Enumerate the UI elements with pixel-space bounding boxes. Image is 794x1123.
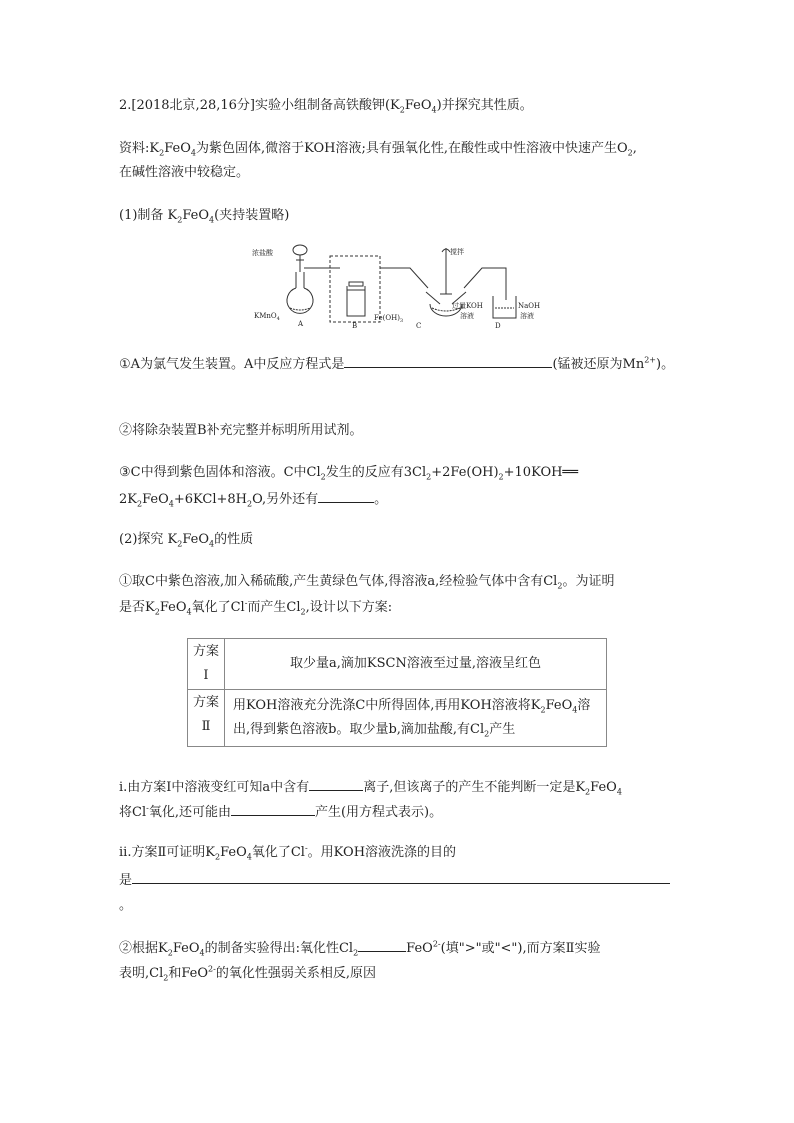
ratio-line1: ②根据$K_2FeO_4$的制备实验得出:氧化性$Cl_2$ FeO$^{2-}$(填">"或"<"),而方案Ⅱ实验 <box>119 939 601 958</box>
label-b: B <box>352 322 358 330</box>
answer-blank-q1[interactable] <box>344 354 552 368</box>
label-d: D <box>495 322 501 330</box>
label-koh-line2: 溶液 <box>460 312 474 320</box>
subq-ii-line3: 。 <box>119 898 133 913</box>
box-b <box>330 256 380 322</box>
answer-blank-ii[interactable] <box>132 870 670 884</box>
experiment-line2: 是否$K_2FeO_4$氧化了Cl-而产生$Cl_2$,设计以下方案: <box>119 598 393 617</box>
info-text-line2: 在碱性溶液中较稳定。 <box>119 165 250 180</box>
answer-blank-compare[interactable] <box>358 938 406 952</box>
table-row <box>188 690 607 747</box>
label-koh-line1: 过量KOH <box>452 302 483 310</box>
plan-name-1: 方案 Ⅰ <box>188 639 225 690</box>
tube-cd <box>464 268 506 300</box>
info-text-line1: 资料$:K_2FeO_4$为紫色固体,微溶于KOH溶液;具有强氧化性,在酸性或中性溶液中快速产生$O_2$, <box>119 141 637 158</box>
label-naoh-line2: 溶液 <box>520 312 534 320</box>
plan-desc-1: 取少量a,滴加KSCN溶液至过量,溶液呈红色 <box>225 639 607 690</box>
plan-table <box>187 638 607 747</box>
label-stir: 搅拌 <box>450 248 464 256</box>
answer-blank-i1[interactable] <box>309 777 363 791</box>
q3-line1: ③C中得到紫色固体和溶液。C中$Cl_2$发生的反应有$3Cl_2+2Fe(OH)_2+10KOH══$ <box>119 465 579 482</box>
answer-blank-i2[interactable] <box>231 802 315 816</box>
flask-a <box>287 272 313 313</box>
part2-title: (2)探究 $K_2FeO_4$的性质 <box>119 532 254 549</box>
q2-line: ②将除杂装置B补充完整并标明所用试剂。 <box>119 423 363 438</box>
subq-i-line2: 将Cl-氧化,还可能由 产生(用方程式表示)。 <box>119 803 443 820</box>
table-row <box>188 639 607 690</box>
plan-name-2: 方案 Ⅱ <box>188 690 225 747</box>
answer-blank-q3[interactable] <box>318 489 374 503</box>
subq-i-line1: i.由方案Ⅰ中溶液变红可知a中含有 离子,但该离子的产生不能判断一定是$K_2FeO_4$ <box>119 777 622 798</box>
question-header: 2.[2018北京,28,16分]实验小组制备高铁酸钾$(K_2FeO_4)$并探究其性质。 <box>119 98 533 115</box>
apparatus-diagram <box>250 242 550 332</box>
subq-ii-line1: ii.方案Ⅱ可证明$K_2FeO_4$氧化了Cl-。用KOH溶液洗涤的目的 <box>119 843 457 862</box>
label-feoh3: $Fe(OH)_3$ <box>374 314 404 324</box>
part1-title: (1)制备 $K_2FeO_4$(夹持装置略) <box>119 208 290 225</box>
plan-desc-2: 用KOH溶液充分洗涤C中所得固体,再用KOH溶液将$K_2FeO_4$溶 出,得到紫色溶液b。取少量b,滴加盐酸,有$Cl_2$产生 <box>225 690 607 747</box>
beaker-d <box>493 296 516 318</box>
experiment-line1: ①取C中紫色溶液,加入稀硫酸,产生黄绿色气体,得溶液a,经检验气体中含有$Cl_2$。为证明 <box>119 574 615 591</box>
tube-bc <box>380 268 428 288</box>
label-c: C <box>416 322 422 330</box>
ratio-line2: 表明$,Cl_2$和FeO$^{2-}$的氧化性强弱关系相反,原因 <box>119 964 376 983</box>
q3-line2: $2K_2FeO_4+6KCl+8H_2O$,另外还有 。 <box>119 489 387 510</box>
label-kmno4: KMnO$_4$ <box>254 312 280 322</box>
q1-line: ①A为氯气发生装置。A中反应方程式是 (锰被还原为$Mn^{2+}$)。 <box>119 355 675 372</box>
bottle-b <box>347 282 365 316</box>
label-a: A <box>298 320 304 328</box>
subq-ii-line2: 是 <box>119 870 670 891</box>
label-hcl: 浓盐酸 <box>252 249 273 257</box>
label-naoh-line1: NaOH <box>518 302 541 310</box>
